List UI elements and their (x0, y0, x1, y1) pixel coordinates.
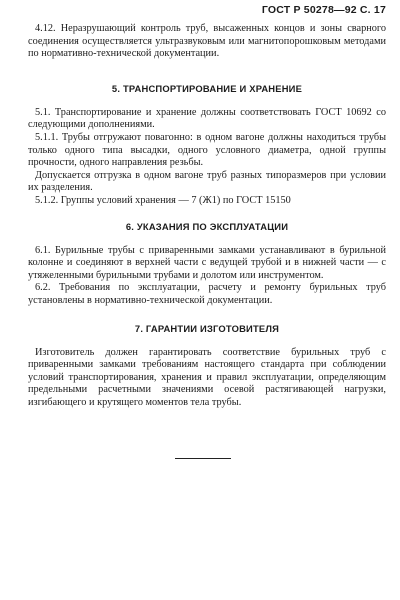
page-content (28, 23, 386, 409)
paragraph-4-12: 4.12. Неразрушающий контроль труб, высаженных концов и зоны сварного соединения осуществляется ультразвуковым или магнитопорошковым методами по нормативно-технической документации. (28, 23, 386, 60)
section-heading-7: 7. ГАРАНТИИ ИЗГОТОВИТЕЛЯ (134, 322, 280, 334)
paragraph-5-1: 5.1. Транспортирование и хранение должны соответствовать ГОСТ 10692 со следующими дополнениями. (28, 106, 386, 131)
paragraph-6-1: 6.1. Бурильные трубы с приваренными замками устанавливают в бурильной колонне и соединяют в верхней части с ведущей трубой и в нижней части — с утяжеленными бурильными трубами и долотом или инструментом. (28, 244, 386, 281)
end-of-text-rule (175, 458, 231, 459)
paragraph-5-1-2: 5.1.2. Группы условий хранения — 7 (Ж1) по ГОСТ 15150 (35, 194, 291, 206)
paragraph-5-1-1-note: Допускается отгрузка в одном вагоне труб разных типоразмеров при условии их разделения. (28, 169, 386, 194)
paragraph-6-2: 6.2. Требования по эксплуатации, расчету и ремонту бурильных труб установлены в нормативно-технической документации. (28, 282, 386, 306)
section-heading-6: 6. УКАЗАНИЯ ПО ЭКСПЛУАТАЦИИ (125, 220, 289, 232)
running-head: ГОСТ Р 50278—92 С. 17 (261, 4, 386, 16)
section-heading-5: 5. ТРАНСПОРТИРОВАНИЕ И ХРАНЕНИЕ (111, 82, 303, 94)
paragraph-7: Изготовитель должен гарантировать соответствие бурильных труб с приваренными замками требованиям настоящего стандарта при соблюдении условий транспортирования, хранения и правил эксплуатации, определяющим предельными расчетными значениями осевой растягивающей нагрузки, изгибающего и крутящего моментов тела трубы. (28, 346, 386, 408)
paragraph-5-1-1: 5.1.1. Трубы отгружают повагонно: в одном вагоне должны находиться трубы только одного типа высадки, одного условного диаметра, одной группы прочности, одного направления резьбы. (28, 131, 386, 169)
